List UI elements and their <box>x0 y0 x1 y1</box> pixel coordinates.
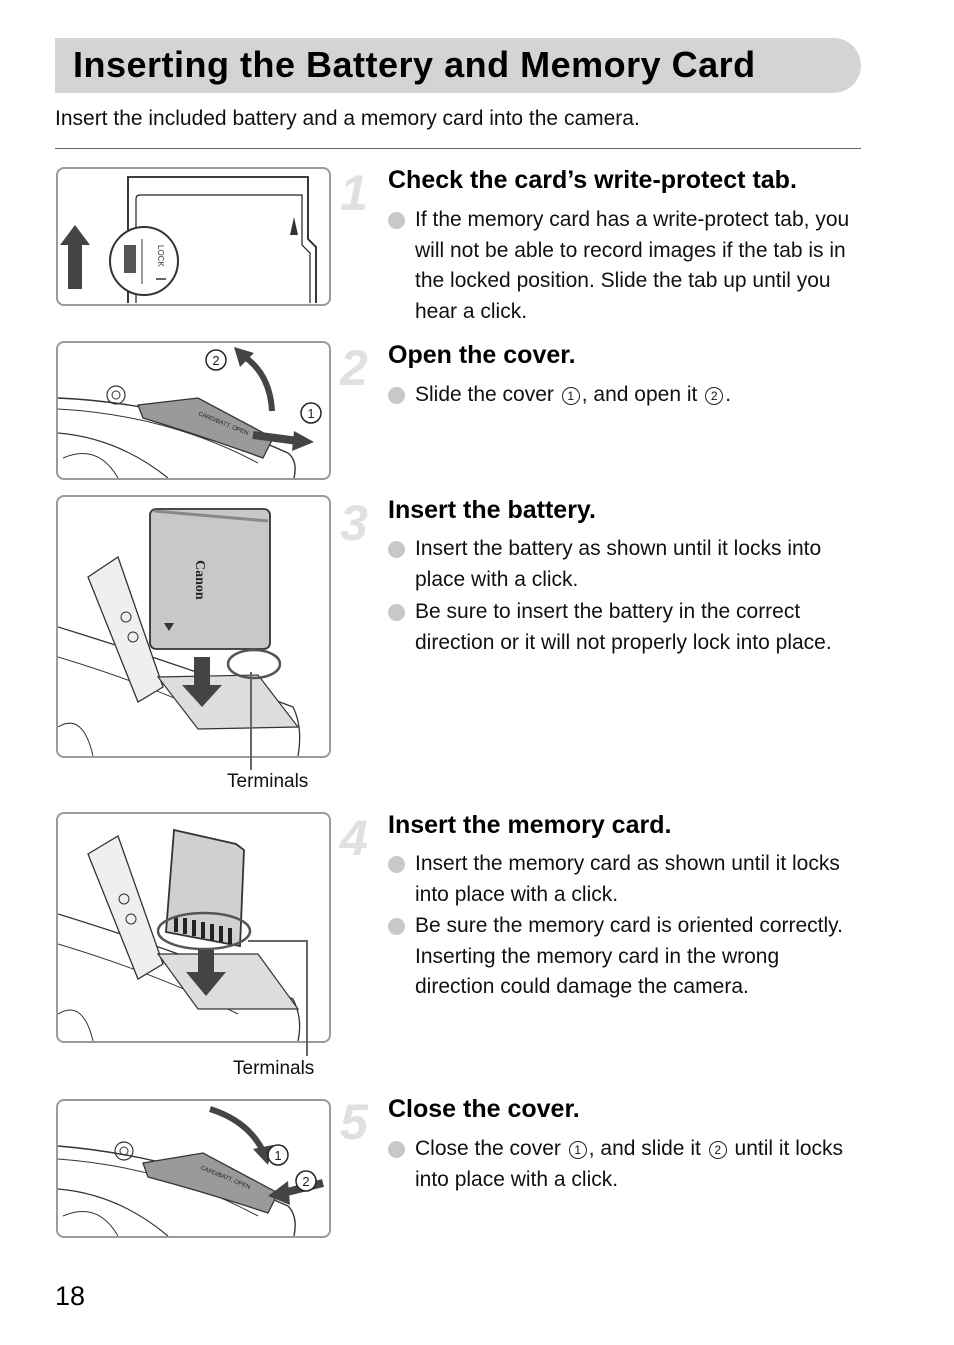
terminals-battery-leader <box>250 672 252 770</box>
step-number-5: 5 <box>340 1094 368 1150</box>
marker-1: 1 <box>569 1141 587 1159</box>
battery-brand: Canon <box>192 560 207 600</box>
callout-2: 2 <box>212 353 220 368</box>
step-3-bullet-1: Insert the battery as shown until it locks into place with a click. <box>388 534 860 595</box>
marker-2: 2 <box>709 1141 727 1159</box>
step-2-bullet-1: Slide the cover 1 , and open it 2 . <box>388 380 860 411</box>
terminals-card-leader-h <box>248 940 306 942</box>
step-3-bullet-2: Be sure to insert the battery in the correct direction or it will not properly lock into place. <box>388 597 860 658</box>
page-title: Inserting the Battery and Memory Card <box>73 44 756 85</box>
step-number-4: 4 <box>340 810 368 866</box>
page-number: 18 <box>55 1281 86 1311</box>
bullet-dot <box>388 1141 405 1158</box>
step-number-3: 3 <box>340 495 368 551</box>
memory-card-illustration <box>58 814 329 1041</box>
open-cover-illustration <box>58 343 329 478</box>
step-heading-5: Close the cover. <box>388 1095 580 1123</box>
terminals-battery-label: Terminals <box>227 771 309 792</box>
step-heading-3: Insert the battery. <box>388 496 596 524</box>
step-heading-2: Open the cover. <box>388 341 576 369</box>
step-heading-1: Check the card’s write-protect tab. <box>388 166 797 194</box>
battery-illustration <box>58 497 329 756</box>
figure-insert-battery <box>56 495 331 758</box>
terminals-card-leader-v <box>306 940 308 1056</box>
marker-1: 1 <box>562 387 580 405</box>
step-number-1: 1 <box>340 165 368 221</box>
callout-1: 1 <box>307 406 315 421</box>
figure-insert-memory-card <box>56 812 331 1043</box>
figure-close-cover <box>56 1099 331 1238</box>
lock-label: LOCK <box>156 245 165 267</box>
bullet-dot <box>388 856 405 873</box>
figure-open-cover <box>56 341 331 480</box>
step-4-bullet-2: Be sure the memory card is oriented correctly. Inserting the memory card in the wrong direction could damage the camera. <box>388 911 860 1003</box>
cover-label-2: CARD/BATT. OPEN <box>199 1165 251 1191</box>
bullet-dot <box>388 604 405 621</box>
callout-2b: 2 <box>302 1174 310 1189</box>
bullet-dot <box>388 212 405 229</box>
step-5-bullet-1: Close the cover 1 , and slide it 2 until it locks into place with a click. <box>388 1134 860 1195</box>
step-4-bullet-1: Insert the memory card as shown until it locks into place with a click. <box>388 849 860 910</box>
card-lock-illustration <box>58 169 329 304</box>
step-number-2: 2 <box>340 340 368 396</box>
bullet-dot <box>388 541 405 558</box>
marker-2: 2 <box>705 387 723 405</box>
figure-card-lock <box>56 167 331 306</box>
terminals-card-label: Terminals <box>233 1058 315 1079</box>
step-1-bullet-1: If the memory card has a write-protect tab, you will not be able to record images if the tab is in the locked position. Slide the tab up until you hear a click. <box>388 205 860 327</box>
close-cover-illustration <box>58 1101 329 1236</box>
callout-1b: 1 <box>274 1148 282 1163</box>
bullet-dot <box>388 387 405 404</box>
step-heading-4: Insert the memory card. <box>388 811 672 839</box>
intro-text: Insert the included battery and a memory card into the camera. <box>55 107 640 130</box>
bullet-dot <box>388 918 405 935</box>
divider <box>55 148 861 149</box>
cover-label: CARD/BATT. OPEN <box>197 411 249 437</box>
